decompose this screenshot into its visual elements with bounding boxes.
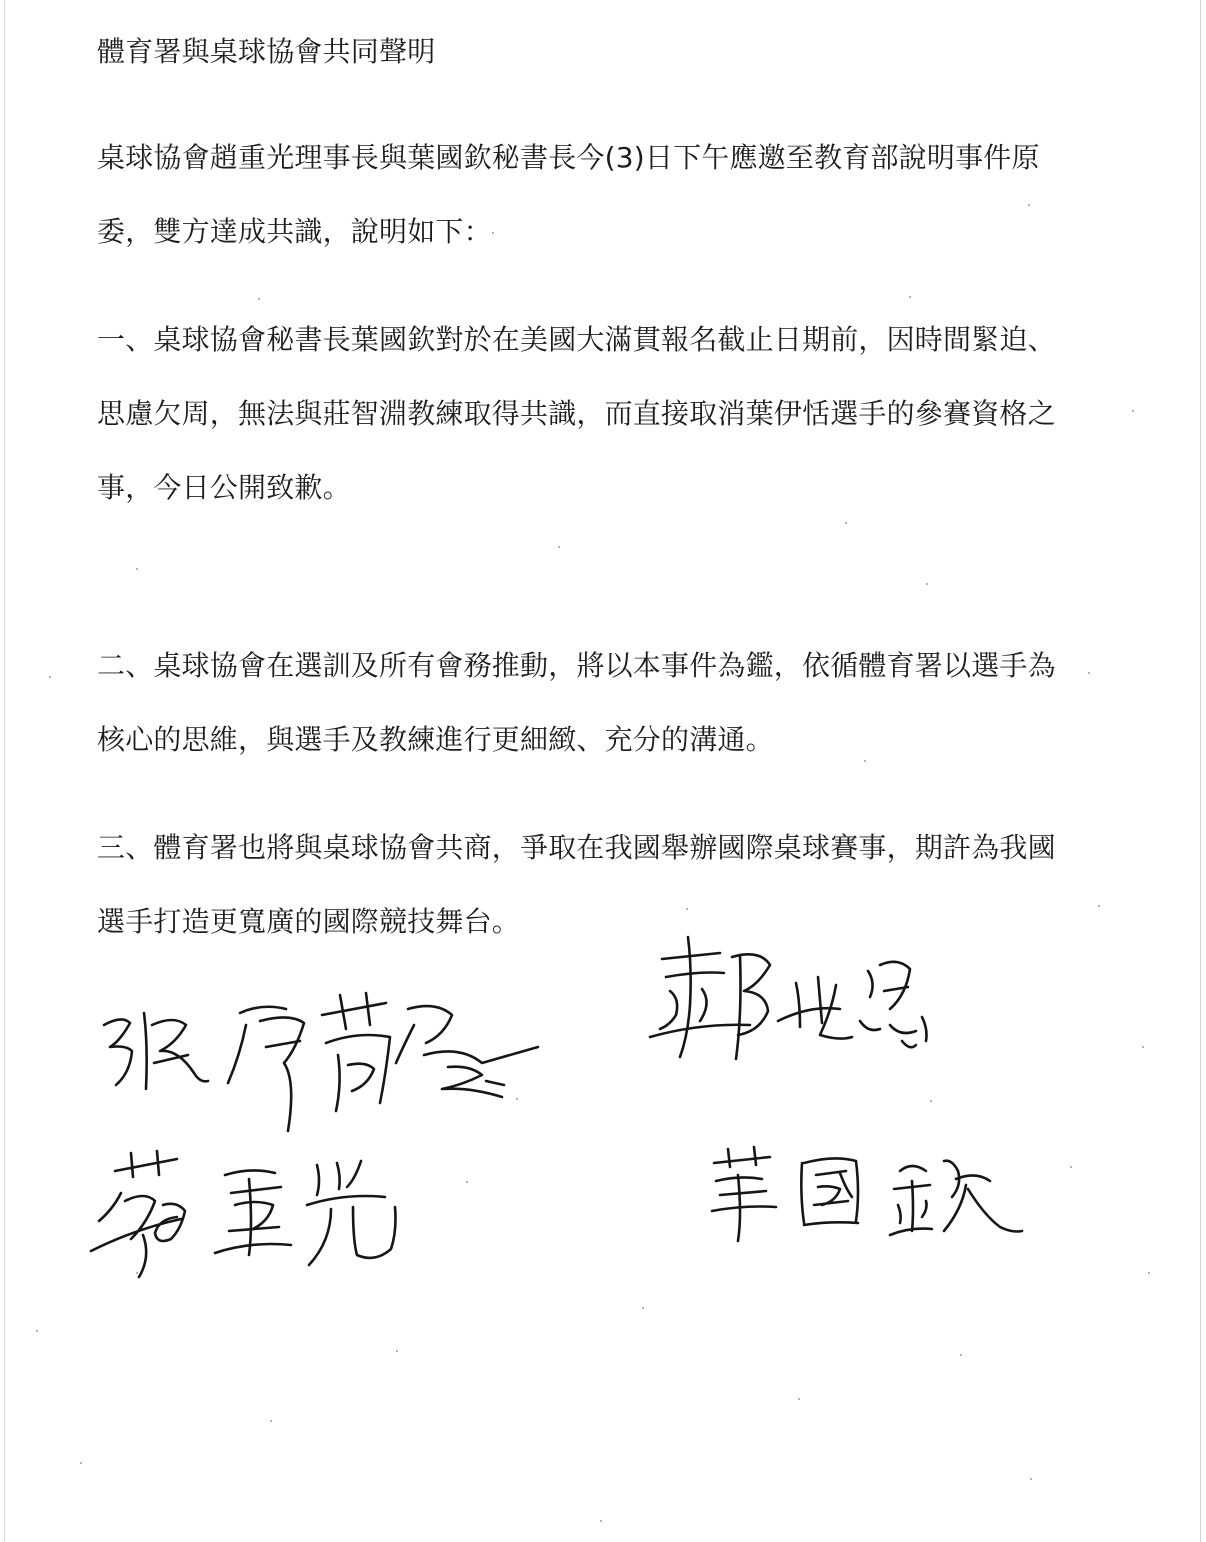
scan-speck [49,676,51,678]
scan-speck [558,546,560,548]
scan-speck [1028,204,1030,206]
signature-3 [85,1145,415,1285]
scan-speck [930,1100,932,1102]
scan-speck [396,1350,398,1352]
scan-speck [642,1307,644,1309]
scan-speck [1070,1166,1072,1168]
scan-speck [136,1272,138,1274]
intro-line-2: 委，雙方達成共識，說明如下： [97,215,492,248]
scan-speck [258,298,260,300]
scan-speck [516,1098,518,1100]
scan-speck [798,1398,800,1400]
signature-2 [640,925,940,1075]
item-three-line-2: 選手打造更寬廣的國際競技舞台。 [97,905,521,938]
scan-edge-right [1200,0,1201,1542]
scan-speck [466,1181,468,1183]
scan-edge-left [4,0,5,1542]
scan-speck [1148,1272,1150,1274]
scan-speck [1030,1478,1032,1480]
scan-speck [1132,410,1134,412]
item-two-line-1: 二、桌球協會在選訓及所有會務推動，將以本事件為鑑，依循體育署以選手為 [97,649,1056,682]
scan-speck [492,232,494,234]
scan-speck [1142,1046,1144,1048]
scan-speck [136,568,138,570]
item-one-line-3: 事，今日公開致歉。 [97,471,351,504]
scan-speck [600,1520,602,1522]
item-three-line-1: 三、體育署也將與桌球協會共商，爭取在我國舉辦國際桌球賽事，期許為我國 [97,831,1056,864]
document-title: 體育署與桌球協會共同聲明 [97,35,436,68]
scan-speck [36,1330,38,1332]
item-two-line-2: 核心的思維，與選手及教練進行更細緻、充分的溝通。 [97,723,774,756]
item-one-line-1: 一、桌球協會秘書長葉國欽對於在美國大滿貫報名截止日期前，因時間緊迫、 [97,323,1056,356]
scan-speck [1088,672,1090,674]
scan-speck [845,522,847,524]
signature-4 [700,1145,1030,1255]
item-one-line-2: 思慮欠周，無法與莊智淵教練取得共識，而直接取消葉伊恬選手的參賽資格之 [97,397,1056,430]
intro-line-1: 桌球協會趙重光理事長與葉國欽秘書長今(3)日下午應邀至教育部說明事件原 [97,141,1040,174]
scan-speck [864,760,866,762]
scan-speck [270,1420,272,1422]
scan-speck [960,1354,962,1356]
scan-speck [909,296,911,298]
scan-speck [1098,905,1100,907]
scan-speck [686,908,688,910]
signature-1 [90,985,560,1135]
scan-speck [926,583,928,585]
scan-speck [80,1462,82,1464]
